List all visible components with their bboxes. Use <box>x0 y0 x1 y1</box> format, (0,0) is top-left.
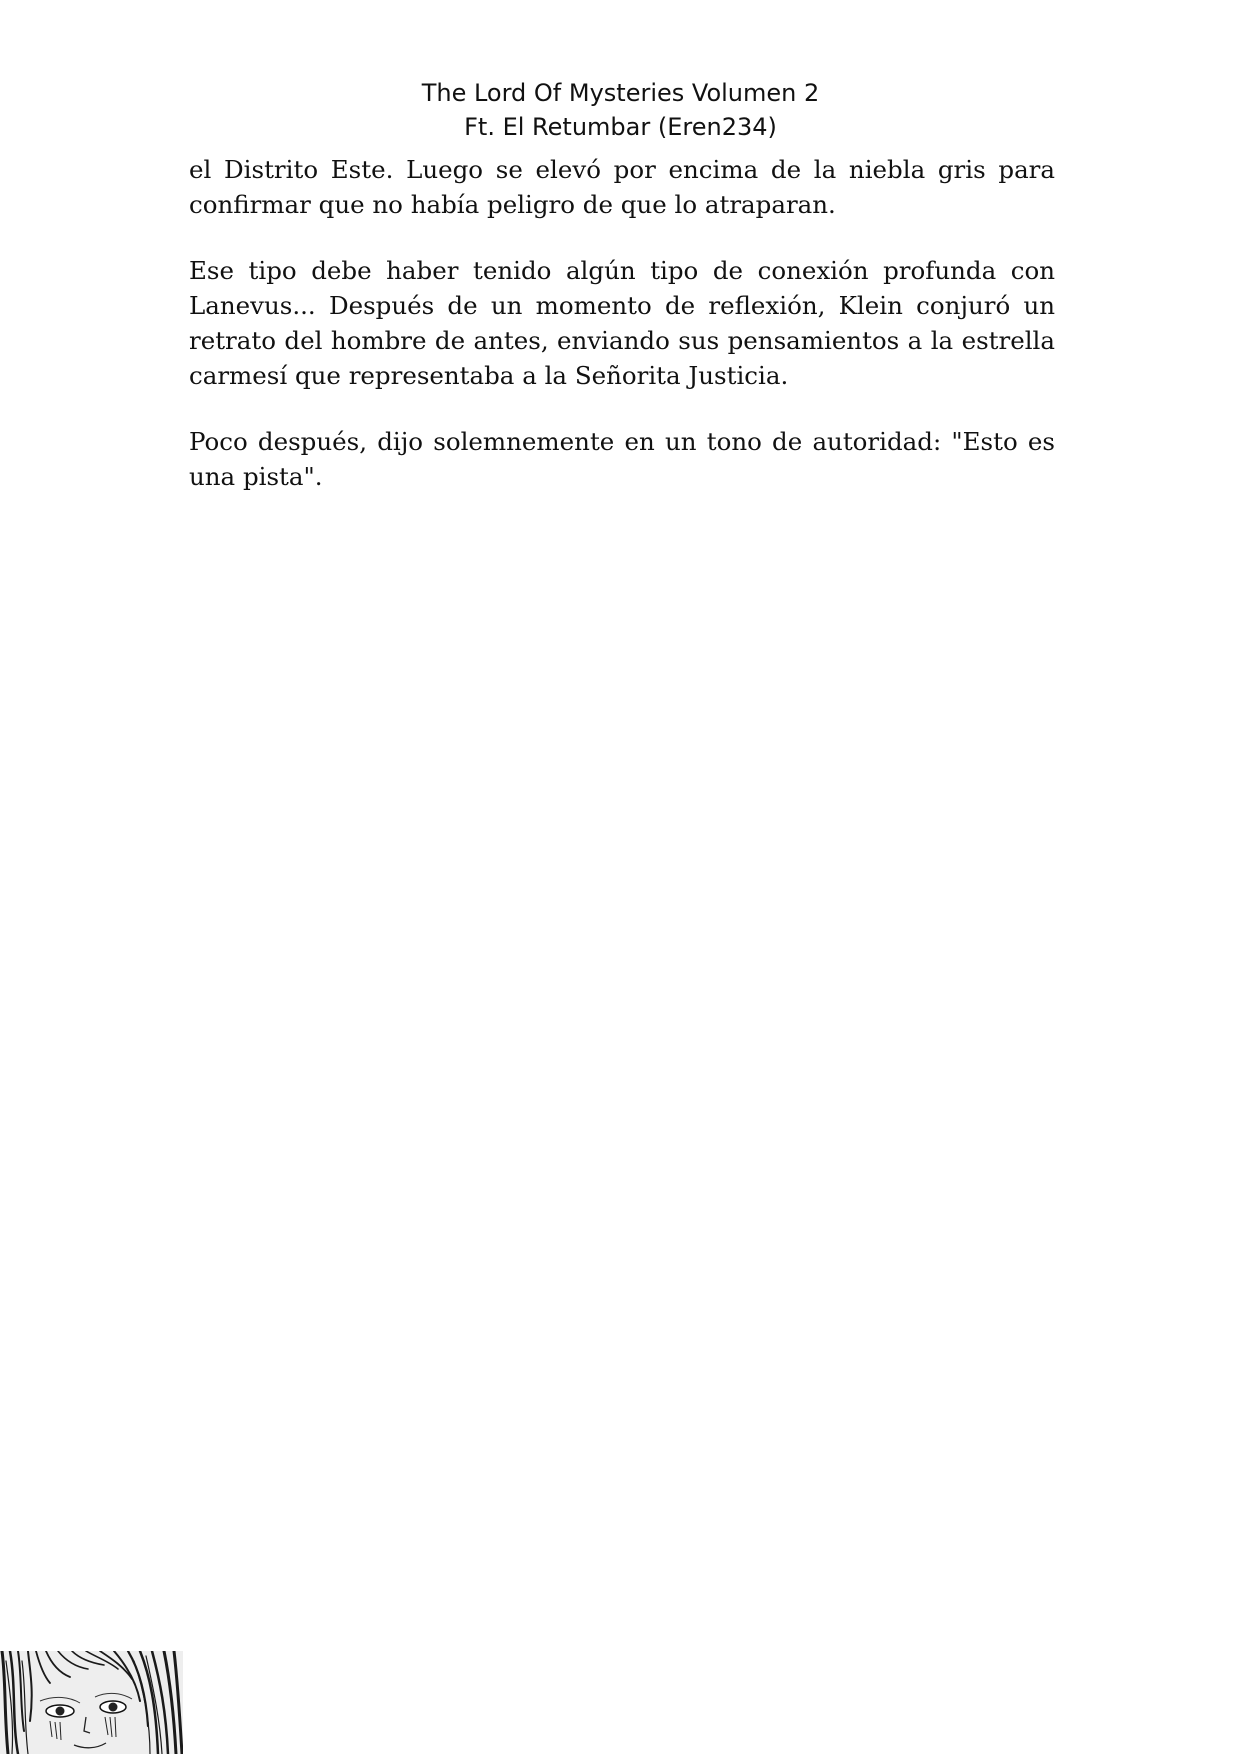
body-text <box>189 152 1055 525</box>
paragraph-3: Poco después, dijo solemnemente en un tono de autoridad: "Esto es una pista". <box>189 427 1055 491</box>
header-subtitle: Ft. El Retumbar (Eren234) <box>464 113 777 141</box>
page-header <box>0 76 1241 144</box>
paragraph-2: Ese tipo debe haber tenido algún tipo de conexión profunda con Lanevus... Después de un momento de reflexión, Klein conjuró un retrato del hombre de antes, enviando sus pensamientos a la estrella carmesí que representaba a la Señorita Justicia. <box>189 256 1055 390</box>
manga-portrait-image <box>0 1651 183 1754</box>
paragraph-1: el Distrito Este. Luego se elevó por encima de la niebla gris para confirmar que no había peligro de que lo atraparan. <box>189 155 1055 219</box>
header-title: The Lord Of Mysteries Volumen 2 <box>421 79 820 107</box>
